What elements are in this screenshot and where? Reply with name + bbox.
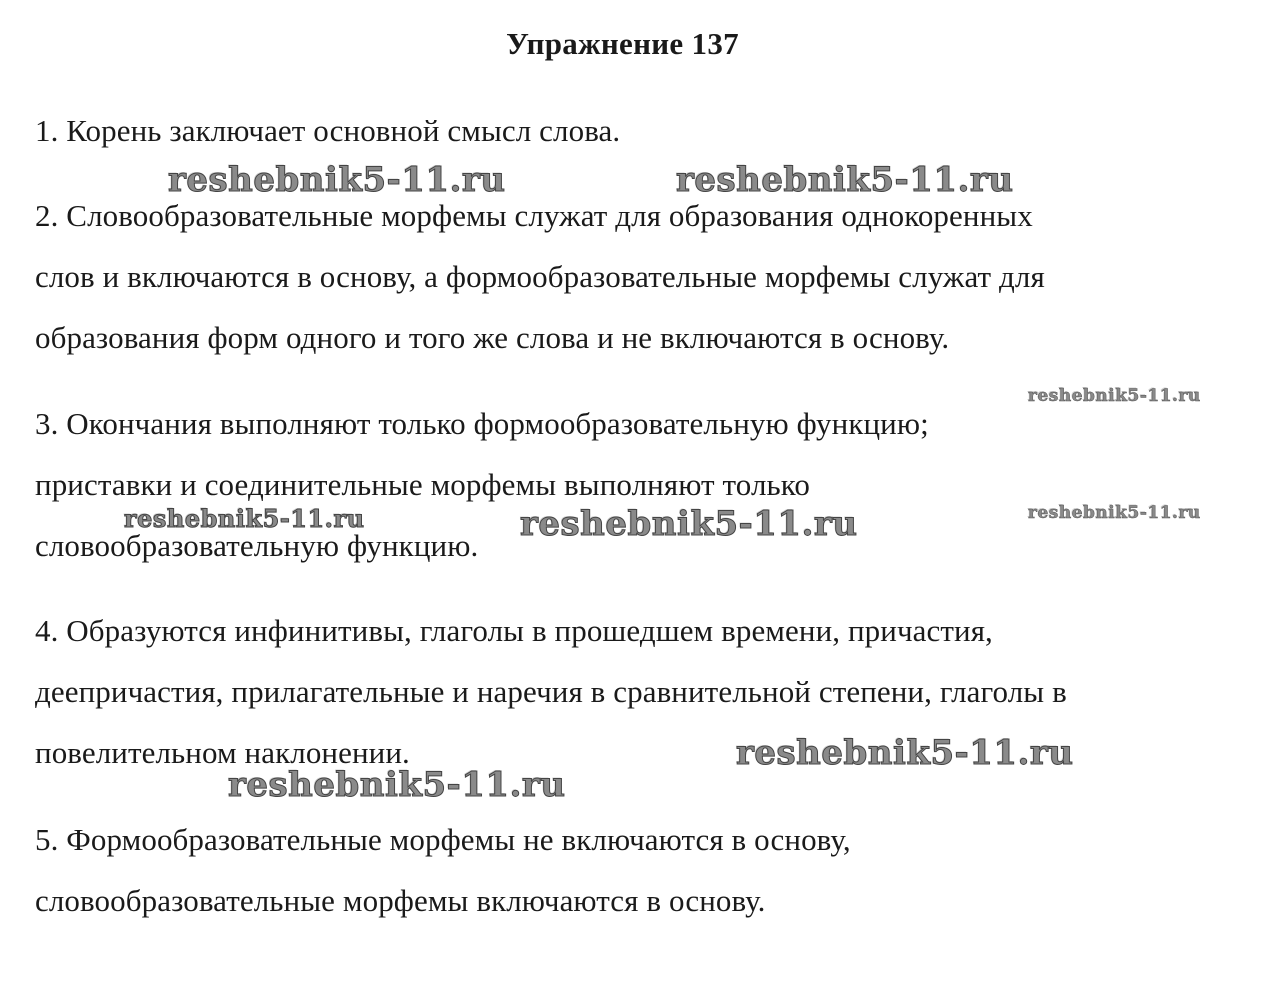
answer-3-line-3: словообразовательную функцию. — [35, 528, 479, 563]
page-title: Упражнение 137 — [506, 26, 739, 61]
answer-5-line-2: словообразовательные морфемы включаются в основу. — [35, 883, 766, 918]
watermark: reshebnik5-11.ru — [520, 504, 858, 544]
answer-2-line-1: 2. Словообразовательные морфемы служат для образования однокоренных — [35, 198, 1033, 233]
watermark: reshebnik5-11.ru — [1028, 503, 1201, 523]
watermark: reshebnik5-11.ru — [676, 160, 1014, 200]
answer-4-line-3: повелительном наклонении. — [35, 735, 410, 770]
answer-2-line-3: образования форм одного и того же слова и не включаются в основу. — [35, 320, 950, 355]
answer-2-line-2: слов и включаются в основу, а формообразовательные морфемы служат для — [35, 259, 1045, 294]
answer-3-line-2: приставки и соединительные морфемы выполняют только — [35, 467, 810, 502]
answer-3-line-1: 3. Окончания выполняют только формообразовательную функцию; — [35, 406, 929, 441]
watermark: reshebnik5-11.ru — [228, 765, 566, 805]
answer-4-line-1: 4. Образуются инфинитивы, глаголы в прошедшем времени, причастия, — [35, 613, 993, 648]
watermark: reshebnik5-11.ru — [124, 504, 365, 533]
answer-4-line-2: деепричастия, прилагательные и наречия в сравнительной степени, глаголы в — [35, 674, 1067, 709]
answer-5-line-1: 5. Формообразовательные морфемы не включаются в основу, — [35, 822, 851, 857]
watermark: reshebnik5-11.ru — [168, 160, 506, 200]
watermark: reshebnik5-11.ru — [736, 733, 1074, 773]
answer-1-line-1: 1. Корень заключает основной смысл слова. — [35, 113, 621, 148]
watermark: reshebnik5-11.ru — [1028, 386, 1201, 406]
